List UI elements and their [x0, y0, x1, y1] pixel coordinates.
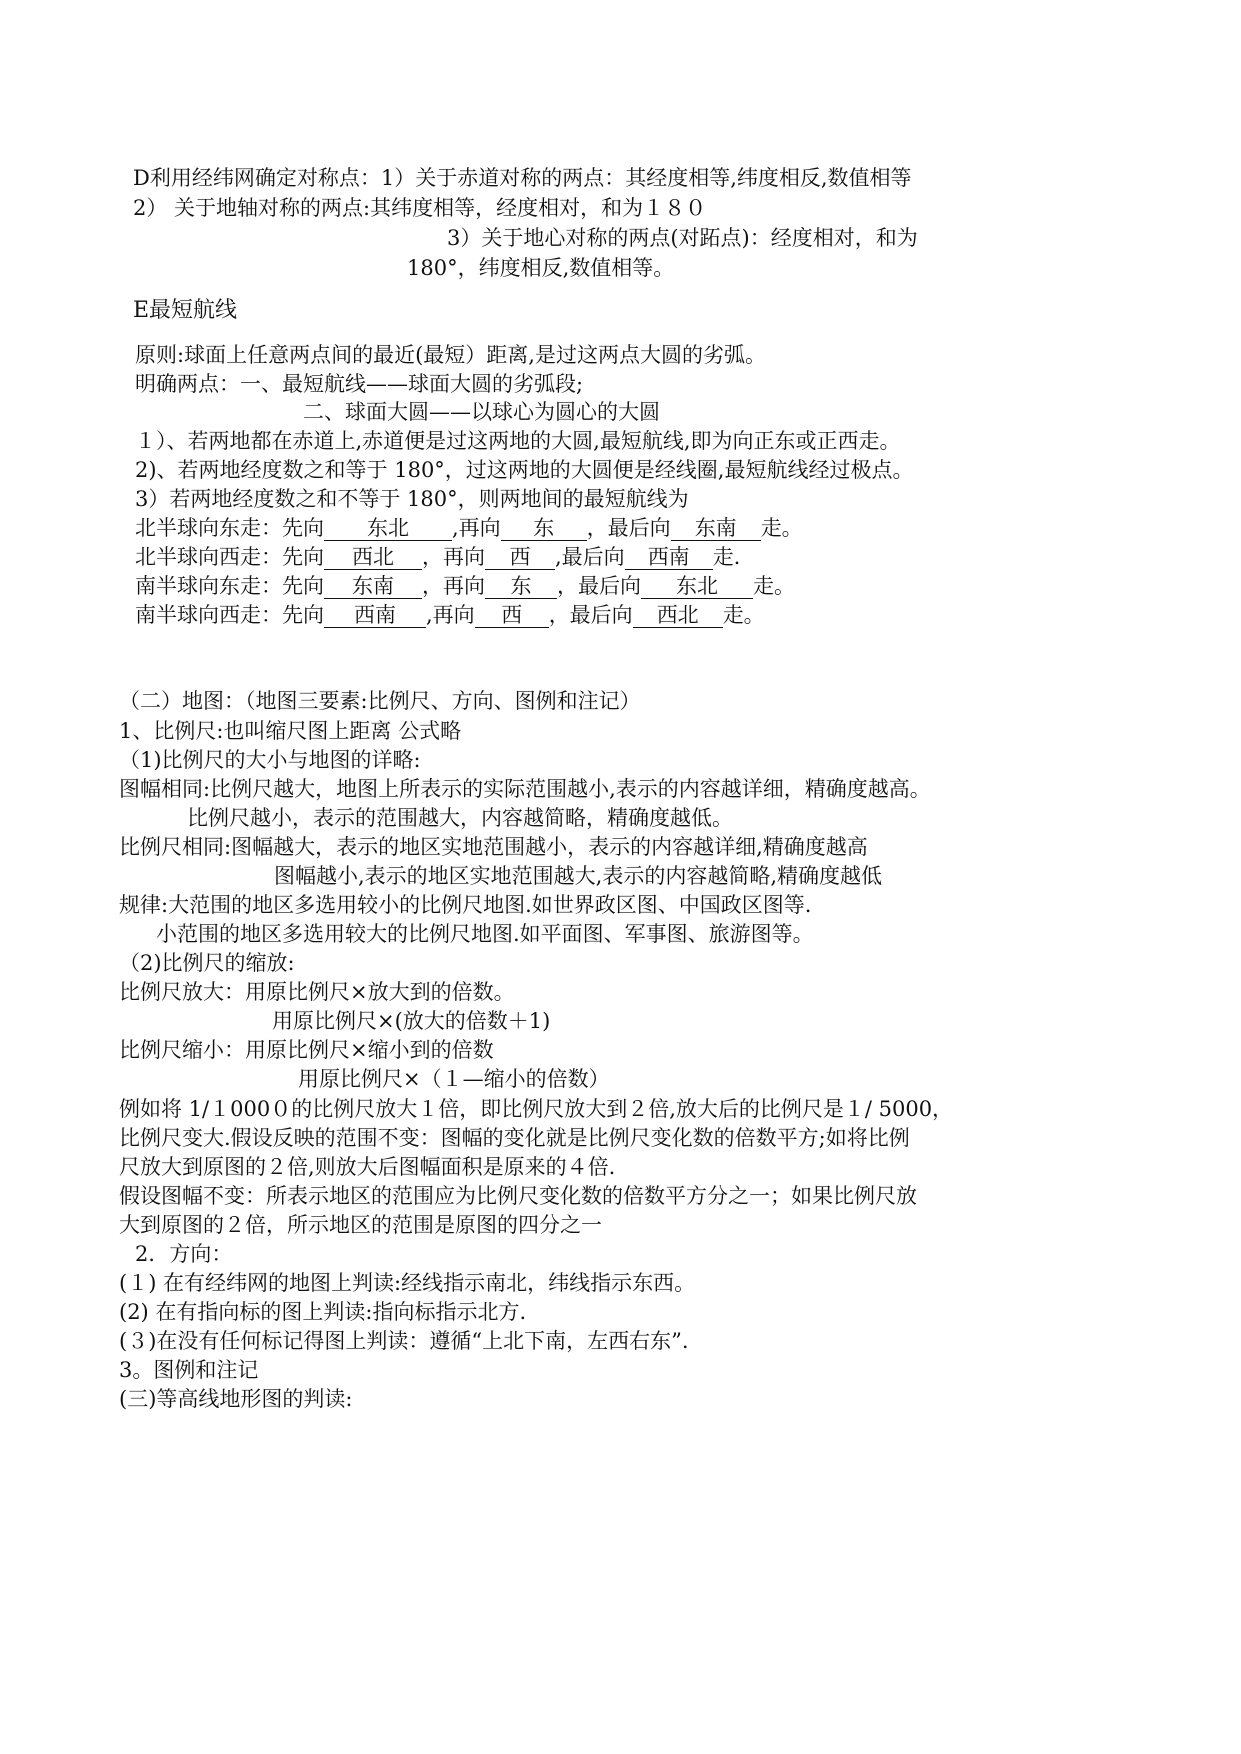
route-third-direction: 西南	[625, 545, 713, 570]
route-south-west	[135, 600, 765, 630]
example-line-3: 尺放大到原图的２倍,则放大后图幅面积是原来的４倍.	[119, 1155, 616, 1179]
route-label: 北半球向西走：先向	[135, 545, 324, 569]
route-first-direction: 西南	[324, 603, 426, 628]
route-second-direction: 西	[485, 545, 555, 570]
route-third-direction: 东南	[671, 516, 761, 541]
route-separator: ,再向	[452, 516, 501, 540]
route-third-direction: 东北	[641, 574, 753, 599]
route-end: 走。	[760, 516, 803, 540]
route-first-direction: 西北	[324, 545, 422, 570]
enlarge-line-2: 用原比例尺×(放大的倍数＋1)	[272, 1009, 551, 1033]
scale-zoom-title: （2)比例尺的缩放:	[119, 951, 295, 975]
route-case-3: 3）若两地经度数之和不等于 180°，则两地间的最短航线为	[135, 487, 689, 511]
rule-line-1: 规律:大范围的地区多选用较小的比例尺地图.如世界政区图、中国政区图等.	[119, 893, 812, 917]
route-first-direction: 东北	[324, 516, 452, 541]
direction-line-3: (３)在没有任何标记得图上判读：遵循“上北下南，左西右东”.	[119, 1329, 689, 1353]
rule-line-2: 小范围的地区多选用较大的比例尺地图.如平面图、军事图、旅游图等。	[156, 922, 814, 946]
contour-title: (三)等高线地形图的判读:	[119, 1387, 353, 1411]
enlarge-line-1: 比例尺放大：用原比例尺×放大到的倍数。	[119, 980, 515, 1004]
route-end: 走。	[753, 574, 795, 598]
route-separator: ，最后向	[586, 516, 671, 540]
route-north-east	[135, 513, 803, 543]
shrink-line-2: 用原比例尺×（１—缩小的倍数）	[298, 1067, 610, 1091]
route-separator: ，最后向	[557, 574, 641, 598]
route-case-2: 2)、若两地经度数之和等于 180°，过这两地的大圆便是经线圈,最短航线经过极点。	[135, 458, 914, 482]
map-section-title: （二）地图：（地图三要素:比例尺、方向、图例和注记）	[119, 689, 641, 713]
example-line-2: 比例尺变大.假设反映的范围不变：图幅的变化就是比例尺变化数的倍数平方;如将比例	[119, 1126, 910, 1150]
scale-definition: 1、比例尺:也叫缩尺图上距离 公式略	[119, 719, 462, 743]
direction-line-1: (１) 在有经纬网的地图上判读:经线指示南北，纬线指示东西。	[119, 1271, 696, 1295]
symmetric-points-line-4: 180°，纬度相反,数值相等。	[407, 256, 675, 280]
clarify-point-1: 明确两点：一、最短航线——球面大圆的劣弧段;	[135, 372, 584, 396]
route-label: 北半球向东走：先向	[135, 516, 324, 540]
route-separator: ,最后向	[555, 545, 625, 569]
route-label: 南半球向西走：先向	[135, 603, 324, 627]
legend-title: 3。图例和注记	[119, 1358, 259, 1382]
route-separator: ，再向	[422, 574, 485, 598]
route-north-west	[135, 542, 740, 572]
symmetric-points-line-3: 3）关于地心对称的两点(对跖点)：经度相对，和为	[447, 226, 918, 250]
route-separator: ，再向	[422, 545, 485, 569]
route-separator: ，最后向	[548, 603, 633, 627]
shrink-line-1: 比例尺缩小：用原比例尺×缩小到的倍数	[119, 1038, 494, 1062]
route-separator: ,再向	[426, 603, 475, 627]
symmetric-points-line-1: D利用经纬网确定对称点：1）关于赤道对称的两点：其经度相等,纬度相反,数值相等	[133, 166, 912, 190]
route-principle: 原则:球面上任意两点间的最近(最短）距离,是过这两点大圆的劣弧。	[135, 343, 766, 367]
same-size-line-2: 比例尺越小，表示的范围越大，内容越简略，精确度越低。	[187, 806, 733, 830]
assume-line-2: 大到原图的２倍，所示地区的范围是原图的四分之一	[119, 1213, 602, 1237]
example-line-1: 例如将 1/１000０的比例尺放大１倍，即比例尺放大到２倍,放大后的比例尺是１/ 5000，	[119, 1097, 954, 1121]
direction-line-2: (2) 在有指向标的图上判读:指向标指示北方.	[119, 1300, 527, 1324]
assume-line-1: 假设图幅不变：所表示地区的范围应为比例尺变化数的倍数平方分之一；如果比例尺放	[119, 1184, 917, 1208]
same-scale-line-2: 图幅越小,表示的地区实地范围越大,表示的内容越简略,精确度越低	[274, 864, 883, 888]
route-second-direction: 西	[475, 603, 549, 628]
route-second-direction: 东	[501, 516, 587, 541]
symmetric-points-line-2: 2） 关于地轴对称的两点:其纬度相等，经度相对，和为１８０	[133, 196, 707, 220]
route-end: 走。	[722, 603, 765, 627]
clarify-point-2: 二、球面大圆——以球心为圆心的大圆	[303, 400, 660, 424]
route-case-1: １）、若两地都在赤道上,赤道便是过这两地的大圆,最短航线,即为向正东或正西走。	[135, 429, 901, 453]
route-first-direction: 东南	[324, 574, 422, 599]
route-end: 走.	[712, 545, 741, 569]
route-south-east	[135, 571, 795, 601]
scale-detail-title: （1)比例尺的大小与地图的详略:	[119, 748, 421, 772]
same-size-line-1: 图幅相同:比例尺越大，地图上所表示的实际范围越小,表示的内容越详细，精确度越高。	[119, 777, 931, 801]
same-scale-line-1: 比例尺相同:图幅越大，表示的地区实地范围越小，表示的内容越详细,精确度越高	[119, 835, 868, 859]
route-third-direction: 西北	[633, 603, 723, 628]
route-second-direction: 东	[485, 574, 557, 599]
route-label: 南半球向东走：先向	[135, 574, 324, 598]
direction-title: 2．方向：	[135, 1242, 233, 1266]
section-e-title: E最短航线	[133, 298, 238, 323]
